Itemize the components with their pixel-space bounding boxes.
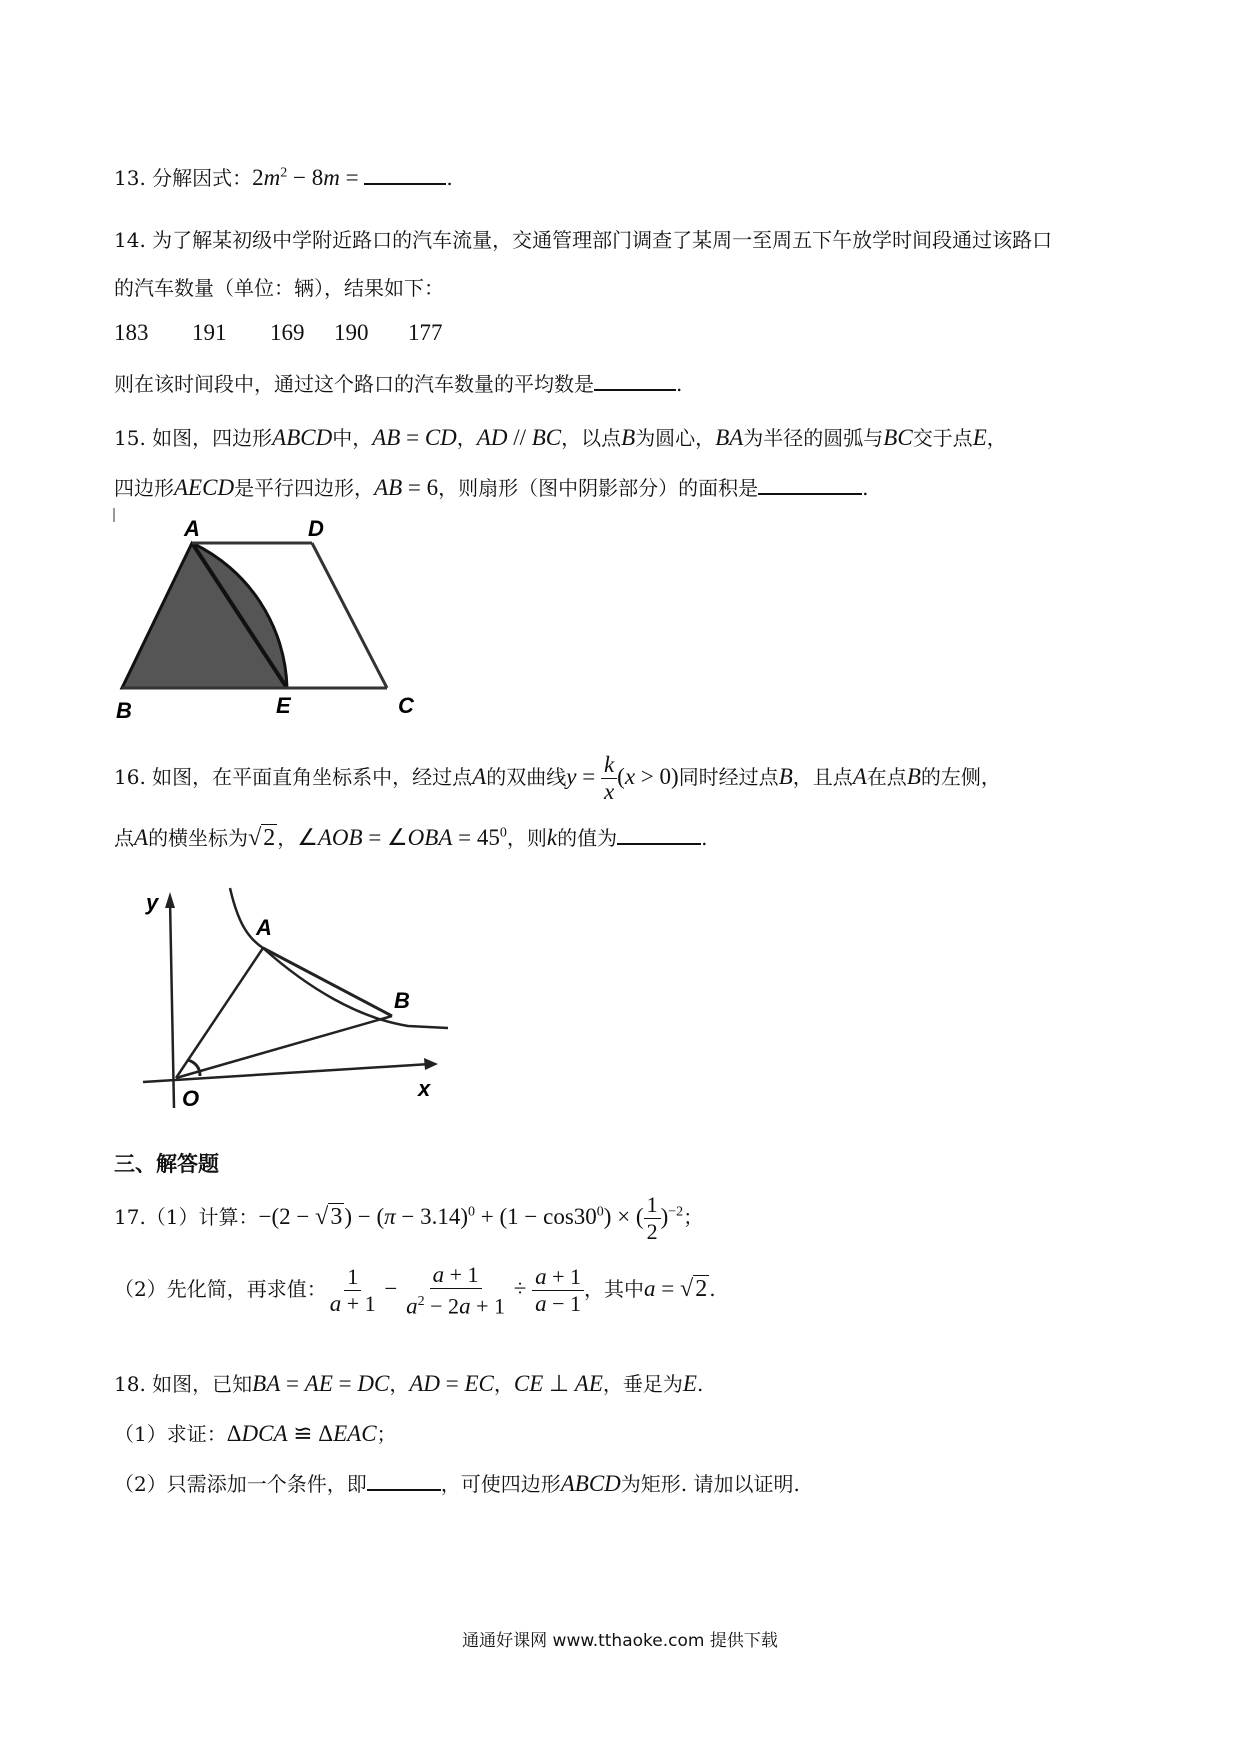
question-16-line2: 点A的横坐标为 √ 2 ，∠AOB = ∠OBA = $45^0$，则k的值为 .: [114, 825, 708, 851]
answer-blank-14[interactable]: [594, 369, 676, 391]
fraction-one-half: $\frac{1}{2}$: [644, 1192, 661, 1245]
question-16-line1: 16. 如图，在平面直角坐标系中，经过点A的双曲线y = $\frac{k}{x}$ (x > 0)同时经过点B，且点A在点B的左侧，: [114, 752, 1001, 804]
section-heading: 三、解答题: [114, 1152, 219, 1176]
page-footer: 通通好课网 www.tthaoke.com 提供下载: [462, 1631, 778, 1651]
label-B: B: [116, 698, 132, 723]
question-15-line1: 15. 如图，四边形ABCD中，AB = CD，AD // BC，以点B为圆心，BA为半径的圆弧与BC交于点E，: [114, 425, 1007, 450]
fraction-k-over-x: $\frac{k}{x}$: [601, 752, 617, 805]
label-D: D: [308, 516, 324, 541]
figure-hyperbola-triangle: [138, 878, 448, 1123]
label-C: C: [398, 693, 414, 718]
answer-blank-15[interactable]: [758, 473, 862, 495]
answer-blank-13[interactable]: [364, 163, 446, 185]
answer-blank-18[interactable]: [367, 1469, 441, 1491]
question-14-values: 183 191 169 190 177: [114, 320, 443, 345]
question-18-line1: 18. 如图，已知BA = AE = DC，AD = EC，CE ⊥ AE，垂足为E.: [114, 1371, 704, 1396]
question-14-line3: 则在该时间段中，通过这个路口的汽车数量的平均数是 .: [114, 368, 682, 397]
question-14-line2: 的汽车数量（单位：辆），结果如下：: [114, 276, 444, 300]
label-A: A: [184, 516, 200, 541]
question-17-part2: （2）先化简，再求值： $\frac{1}{a + 1}$ − $\frac{a + 1}{a^2 - 2a + 1}$ ÷ $\frac{a + 1}{a - 1}$ ，其中a = √ 2 .: [114, 1262, 716, 1319]
q13-expression: $2m^2 - 8m$ =: [252, 165, 365, 190]
label-B: B: [394, 988, 410, 1013]
question-17-part1: 17.（1）计算：−(2 − √ 3 ) − $(\pi - 3.14)^0 + (1 - \cos 30^0)$ × ( $\frac{1}{2}$ )$^{-2}$；: [114, 1192, 704, 1244]
question-18-part1: （1）求证：ΔDCA ≌ ΔEAC；: [114, 1421, 397, 1446]
figure-sector-parallelogram: [112, 508, 442, 728]
label-O: O: [182, 1086, 200, 1111]
label-x: x: [418, 1076, 431, 1101]
label-A: A: [256, 915, 272, 940]
question-14-line1: 14. 为了解某初级中学附近路口的汽车流量，交通管理部门调查了某周一至周五下午放学时间段通过该路口: [114, 228, 1053, 252]
label-y: y: [146, 890, 159, 915]
question-18-part2: （2）只需添加一个条件，即 ，可使四边形ABCD为矩形. 请加以证明.: [114, 1471, 800, 1496]
question-15-line2: 四边形AECD是平行四边形，AB = 6，则扇形（图中阴影部分）的面积是 .: [114, 475, 869, 500]
question-13: 13. 分解因式：$2m^2 - 8m$ = .: [114, 165, 453, 190]
label-E: E: [276, 693, 291, 718]
answer-blank-16[interactable]: [617, 823, 701, 845]
